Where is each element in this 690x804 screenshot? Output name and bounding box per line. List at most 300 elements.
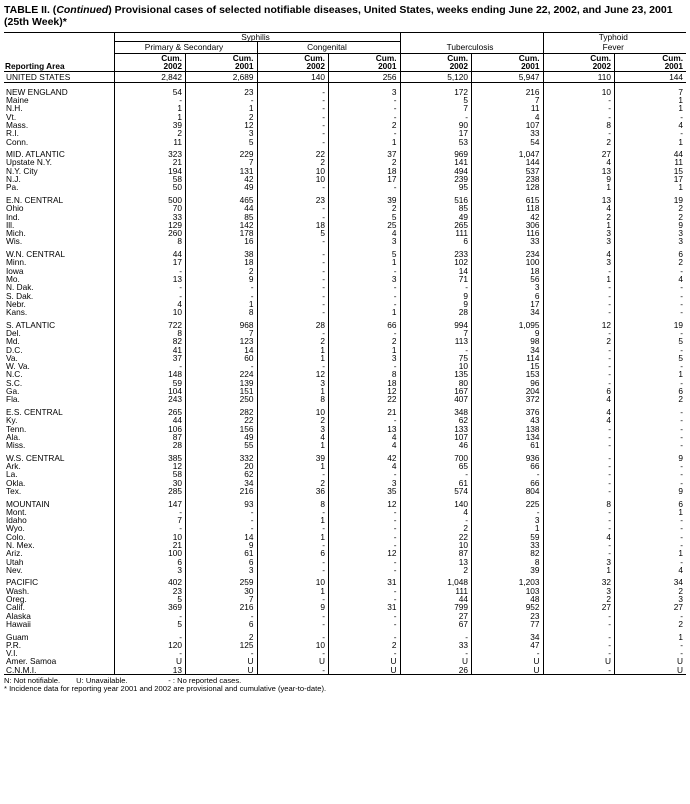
value-cell: 71 [400,275,472,283]
value-cell: - [400,649,472,657]
value-cell: 204 [472,387,544,395]
value-cell: 1,048 [400,578,472,586]
value-cell: 4 [329,441,401,449]
reporting-area-cell: E.S. CENTRAL [6,406,63,417]
value-cell: 1 [543,183,615,191]
header-row-diseases [4,33,686,42]
value-cell: - [257,633,329,641]
value-cell: 4 [543,395,615,403]
value-cell: - [329,587,401,595]
table-row [4,641,686,649]
table-row [4,72,686,83]
value-cell: - [257,595,329,603]
value-cell: 2 [543,138,615,146]
value-cell: 2,689 [186,72,258,83]
value-cell: - [615,425,687,433]
value-cell: 58 [114,470,186,478]
value-cell: 11 [472,104,544,112]
value-cell: 135 [400,370,472,378]
value-cell: 93 [186,500,258,508]
reporting-area-cell: Conn. [6,136,29,147]
value-cell: 98 [472,337,544,345]
header-primary-secondary: Primary & Secondary [114,42,257,53]
value-cell: - [329,566,401,574]
value-cell: 66 [329,321,401,329]
value-cell: - [543,433,615,441]
value-cell: - [257,362,329,370]
value-cell: - [186,649,258,657]
value-cell: 34 [186,479,258,487]
value-cell: 70 [114,204,186,212]
value-cell: 65 [400,462,472,470]
value-cell: 5 [114,595,186,603]
value-cell: 6 [615,500,687,508]
value-cell: - [543,379,615,387]
value-cell: 1 [615,104,687,112]
value-cell: 27 [543,150,615,158]
value-cell: - [400,633,472,641]
value-cell: 178 [186,229,258,237]
value-cell: - [615,362,687,370]
value-cell: - [543,487,615,495]
value-cell: - [615,649,687,657]
value-cell: 17 [615,175,687,183]
value-cell: 23 [114,587,186,595]
value-cell: 111 [400,587,472,595]
value-cell: U [329,666,401,675]
table-row [4,175,686,183]
table-row [4,612,686,620]
value-cell: 58 [114,175,186,183]
value-cell: 11 [615,158,687,166]
value-cell: 7 [472,96,544,104]
value-cell: - [329,300,401,308]
value-cell: 87 [400,549,472,557]
value-cell: - [615,292,687,300]
value-cell: 256 [329,72,401,83]
reporting-area-cell: S. ATLANTIC [6,319,56,330]
footnote-u: U: Unavailable. [76,676,128,686]
value-cell: - [257,308,329,316]
value-cell: - [615,308,687,316]
value-cell: - [543,516,615,524]
value-cell: 59 [114,379,186,387]
value-cell: 139 [186,379,258,387]
value-cell: 285 [114,487,186,495]
value-cell: 1 [257,387,329,395]
value-cell: - [543,425,615,433]
value-cell: 1 [543,566,615,574]
value-cell: U [186,666,258,675]
value-cell: 33 [400,641,472,649]
value-cell: 4 [400,508,472,516]
value-cell: 75 [400,354,472,362]
value-cell: 54 [114,88,186,96]
value-cell: - [114,283,186,291]
value-cell: - [543,292,615,300]
value-cell: 104 [114,387,186,395]
value-cell: 5 [114,620,186,628]
value-cell: 216 [186,603,258,611]
table-row [4,292,686,300]
value-cell: 10 [257,578,329,586]
value-cell: 38 [186,250,258,258]
value-cell: 90 [400,121,472,129]
table-row [4,275,686,283]
value-cell: - [257,267,329,275]
value-cell: - [257,113,329,121]
value-cell: - [257,649,329,657]
value-cell: 10 [257,408,329,416]
value-cell: 6 [257,549,329,557]
table-row [4,138,686,146]
value-cell: 66 [472,462,544,470]
value-cell: - [329,558,401,566]
value-cell: - [543,267,615,275]
value-cell: U [472,657,544,665]
reporting-area-cell: MID. ATLANTIC [6,149,65,160]
value-cell: 3 [543,587,615,595]
value-cell: - [257,470,329,478]
value-cell: 2 [543,213,615,221]
value-cell: 3 [329,275,401,283]
value-cell: 4 [543,158,615,166]
value-cell: - [615,329,687,337]
table-row [4,566,686,574]
value-cell: - [615,470,687,478]
reporting-area-cell: W. Va. [6,361,30,372]
value-cell: 32 [543,578,615,586]
value-cell: 125 [186,641,258,649]
value-cell: 41 [114,346,186,354]
value-cell: - [329,533,401,541]
value-cell: 16 [186,237,258,245]
value-cell: - [114,292,186,300]
value-cell: - [114,362,186,370]
value-cell: 229 [186,150,258,158]
value-cell: - [329,96,401,104]
value-cell: 141 [400,158,472,166]
value-cell: 216 [472,88,544,96]
value-cell: 156 [186,425,258,433]
value-cell: - [257,121,329,129]
value-cell: 107 [472,121,544,129]
value-cell: 216 [186,487,258,495]
value-cell: 2 [329,337,401,345]
value-cell: - [400,470,472,478]
value-cell: 306 [472,221,544,229]
table-row [4,454,686,462]
value-cell: 43 [472,416,544,424]
value-cell: 95 [400,183,472,191]
value-cell: 28 [400,308,472,316]
value-cell: - [257,612,329,620]
value-cell: 13 [329,425,401,433]
value-cell: - [615,516,687,524]
reporting-area-cell: Ga. [6,386,20,397]
value-cell: 114 [472,354,544,362]
value-cell: 9 [400,292,472,300]
table-row [4,129,686,137]
value-cell: 13 [543,167,615,175]
value-cell: 12 [257,370,329,378]
value-cell: - [329,292,401,300]
value-cell: 22 [186,416,258,424]
value-cell: 7 [186,595,258,603]
value-cell: 3 [472,516,544,524]
reporting-area-cell: W.S. CENTRAL [6,452,65,463]
value-cell: 1 [329,138,401,146]
value-cell: - [329,541,401,549]
value-cell: 1 [329,346,401,354]
value-cell: 8 [543,500,615,508]
reporting-area-cell: Wis. [6,236,23,247]
col-header: Cum. 2002 [543,53,615,72]
col-header: Cum. 2002 [114,53,186,72]
value-cell: - [329,104,401,112]
value-cell: 55 [186,441,258,449]
value-cell: 3 [543,237,615,245]
value-cell: 1 [257,346,329,354]
col-header: Cum. 2001 [615,53,687,72]
col-header: Cum. 2001 [472,53,544,72]
reporting-area-cell: Miss. [6,440,26,451]
value-cell: - [543,283,615,291]
reporting-area-cell: D.C. [6,344,23,355]
value-cell: - [186,362,258,370]
value-cell: 17 [400,129,472,137]
value-cell: 21 [114,541,186,549]
value-cell: 61 [186,549,258,557]
value-cell: 18 [472,267,544,275]
value-cell: - [114,267,186,275]
value-cell: 46 [400,441,472,449]
value-cell: - [543,641,615,649]
value-cell: 167 [400,387,472,395]
value-cell: 9 [400,300,472,308]
value-cell: - [257,88,329,96]
value-cell: 10 [543,88,615,96]
value-cell: 6 [186,558,258,566]
value-cell: 5 [400,96,472,104]
value-cell: 28 [114,441,186,449]
header-row-columns [4,53,686,72]
reporting-area-cell: Vt. [6,111,17,122]
value-cell: - [543,113,615,121]
value-cell: 12 [186,121,258,129]
value-cell: 4 [615,566,687,574]
header-row-subgroups [4,42,686,53]
value-cell: 1 [257,516,329,524]
value-cell: 19 [615,321,687,329]
value-cell: - [186,524,258,532]
table-row [4,308,686,316]
reporting-area-cell: Ark. [6,461,21,472]
value-cell: 5 [186,138,258,146]
value-cell: - [543,370,615,378]
value-cell: 10 [114,533,186,541]
value-cell: 14 [186,346,258,354]
table-row [4,204,686,212]
value-cell: 8 [114,237,186,245]
col-header: Cum. 2002 [400,53,472,72]
value-cell: 8 [257,395,329,403]
value-cell: 332 [186,454,258,462]
value-cell: 102 [400,258,472,266]
table-body [4,72,686,675]
value-cell: 103 [472,587,544,595]
value-cell: - [329,183,401,191]
value-cell: - [186,612,258,620]
value-cell: - [543,633,615,641]
value-cell: 30 [186,587,258,595]
value-cell: 1 [615,138,687,146]
value-cell: - [114,524,186,532]
value-cell: 56 [472,275,544,283]
value-cell: - [615,612,687,620]
value-cell: - [257,213,329,221]
value-cell: 994 [400,321,472,329]
table-row [4,500,686,508]
value-cell: - [615,441,687,449]
reporting-area-cell: Ill. [6,219,15,230]
value-cell: 8 [543,121,615,129]
value-cell: - [114,96,186,104]
value-cell: - [543,541,615,549]
value-cell: 144 [615,72,687,83]
reporting-area-cell: N.H. [6,103,23,114]
reporting-area-cell: Utah [6,556,24,567]
value-cell: 18 [257,221,329,229]
value-cell: - [543,508,615,516]
value-cell: - [257,566,329,574]
value-cell: 500 [114,196,186,204]
value-cell: 13 [543,196,615,204]
value-cell: 7 [114,516,186,524]
header-typhoid: Typhoid [543,33,686,42]
reporting-area-cell: S. Dak. [6,290,34,301]
value-cell: 28 [257,321,329,329]
reporting-area-cell: Tex. [6,485,22,496]
value-cell: 1 [257,587,329,595]
value-cell: 6 [114,558,186,566]
value-cell: 4 [543,204,615,212]
header-congenital: Congenital [257,42,400,53]
reporting-area-cell: Ariz. [6,548,23,559]
header-fever: Fever [543,42,686,53]
value-cell: 4 [114,300,186,308]
footnote-dash: - : No reported cases. [168,676,242,686]
value-cell: 1 [257,441,329,449]
value-cell: - [543,454,615,462]
value-cell: 2 [615,620,687,628]
value-cell: 106 [114,425,186,433]
value-cell: - [543,329,615,337]
value-cell: 3 [543,229,615,237]
table-row [4,479,686,487]
value-cell: - [543,612,615,620]
value-cell: 372 [472,395,544,403]
reporting-area-cell: N.J. [6,174,21,185]
table-row [4,433,686,441]
value-cell: 6 [472,292,544,300]
value-cell: 239 [400,175,472,183]
reporting-area-cell: Nebr. [6,298,26,309]
value-cell: 969 [400,150,472,158]
value-cell: 33 [114,213,186,221]
value-cell: - [257,275,329,283]
value-cell: 31 [329,603,401,611]
value-cell: 11 [114,138,186,146]
value-cell: 123 [186,337,258,345]
value-cell: 85 [400,204,472,212]
value-cell: 516 [400,196,472,204]
table-row [4,113,686,121]
title-prefix: TABLE II. ( [4,4,57,16]
value-cell: 7 [186,158,258,166]
value-cell: - [257,329,329,337]
table-row [4,487,686,495]
value-cell: 44 [400,595,472,603]
value-cell: 224 [186,370,258,378]
reporting-area-cell: C.N.M.I. [4,666,114,675]
reporting-area-cell: PACIFIC [6,577,39,588]
reporting-area-cell: Maine [6,95,29,106]
title-continued: Continued [56,4,109,16]
reporting-area-cell: Colo. [6,531,26,542]
value-cell: 8 [114,329,186,337]
value-cell: 138 [472,425,544,433]
value-cell: 3 [114,566,186,574]
value-cell: 44 [114,416,186,424]
value-cell: 2,842 [114,72,186,83]
value-cell: 1 [543,275,615,283]
reporting-area-cell: W.N. CENTRAL [6,249,66,260]
value-cell: - [257,183,329,191]
value-cell: 25 [329,221,401,229]
value-cell: U [186,657,258,665]
value-cell: 49 [186,433,258,441]
value-cell: 3 [543,558,615,566]
value-cell: 80 [400,379,472,387]
value-cell: 5,947 [472,72,544,83]
value-cell: 1,095 [472,321,544,329]
value-cell: 2 [186,267,258,275]
table-title [4,4,686,28]
value-cell: 3 [615,229,687,237]
reporting-area-cell: Oreg. [6,594,27,605]
value-cell: 2 [257,416,329,424]
value-cell: 4 [472,113,544,121]
value-cell: 3 [257,425,329,433]
value-cell: - [257,250,329,258]
table-row [4,346,686,354]
value-cell: 17 [114,258,186,266]
value-cell: - [186,508,258,516]
value-cell: 22 [257,150,329,158]
value-cell: - [114,649,186,657]
value-cell: 615 [472,196,544,204]
value-cell: 10 [257,175,329,183]
value-cell: 2 [257,479,329,487]
value-cell: 13 [400,558,472,566]
value-cell: 1 [329,258,401,266]
value-cell: 23 [186,88,258,96]
value-cell: 4 [329,462,401,470]
table-row [4,558,686,566]
value-cell: 265 [114,408,186,416]
value-cell: 66 [472,479,544,487]
